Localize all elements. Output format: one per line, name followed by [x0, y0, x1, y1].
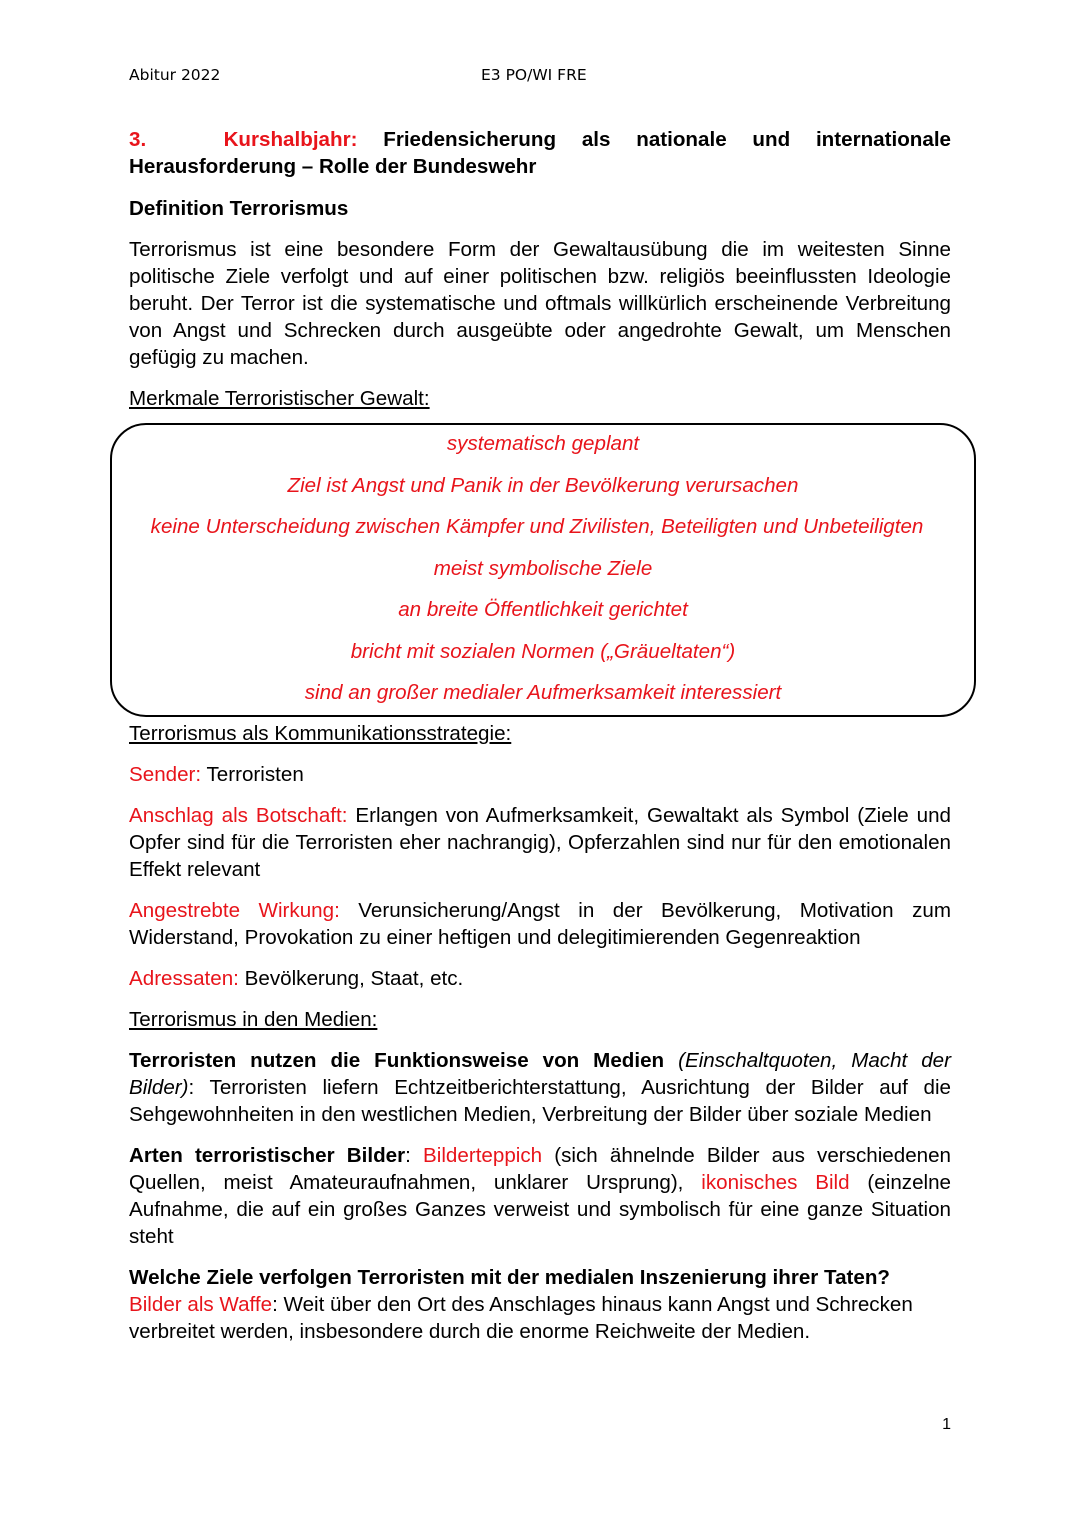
medien-paragraph-2 [129, 1142, 951, 1250]
anschlag-label: Anschlag als Botschaft: [129, 804, 348, 827]
definition-text: Terrorismus ist eine besondere Form der Gewaltausübung die im weitesten Sinne politische Ziele verfolgt und auf einer politischen bzw. religiös beeinflussten Ideologie beruht. Der Terror ist die systematische und oftmals willkürlich erscheinende Verbreitung von Angst und Schrecken durch ausgeübte oder angedrohte Gewalt, um Menschen gefügig zu machen. [129, 238, 951, 369]
anschlag-paragraph [129, 802, 951, 883]
adressaten-line [129, 965, 951, 992]
page-number: 1 [942, 1416, 951, 1433]
definition-heading: Definition Terrorismus [129, 197, 349, 220]
medien-p2-colon: : [405, 1144, 424, 1167]
sender-text: Terroristen [201, 763, 304, 786]
title-number: 3. [129, 128, 147, 151]
merkmale-box [110, 423, 976, 717]
medien-p1-text: : Terroristen liefern Echtzeitberichterstattung, Ausrichtung der Bilder auf die Sehgewohnheiten in den westlichen Medien, Verbreitung der Bilder über soziale Medien [129, 1076, 951, 1126]
merkmale-heading: Merkmale Terroristischer Gewalt: [129, 387, 430, 410]
merkmal-item: meist symbolische Ziele [433, 557, 653, 580]
content-bottom [129, 720, 951, 1359]
medien-heading: Terrorismus in den Medien: [129, 1008, 378, 1031]
section-title [129, 126, 951, 180]
header-left: Abitur 2022 [129, 66, 221, 84]
medien-p1-bold: Terroristen nutzen die Funktionsweise von Medien [129, 1049, 665, 1072]
adressaten-text: Bevölkerung, Staat, etc. [238, 967, 464, 990]
medien-p3-bold: Welche Ziele verfolgen Terroristen mit der medialen Inszenierung ihrer Taten? [129, 1266, 891, 1289]
merkmal-item: sind an großer medialer Aufmerksamkeit interessiert [304, 681, 782, 704]
sender-label: Sender: [129, 763, 202, 786]
medien-p3-red: Bilder als Waffe [129, 1293, 273, 1316]
medien-paragraph-1 [129, 1047, 951, 1128]
title-rest: Friedensicherung als nationale und internationale Herausforderung – Rolle der Bundeswehr [129, 128, 951, 178]
wirkung-label: Angestrebte Wirkung: [129, 899, 340, 922]
header-center: E3 PO/WI FRE [481, 66, 587, 84]
medien-p2-red1: Bilderteppich [423, 1144, 543, 1167]
page-header [129, 66, 951, 90]
wirkung-paragraph [129, 897, 951, 951]
merkmal-item: Ziel ist Angst und Panik in der Bevölkerung verursachen [287, 474, 799, 497]
medien-p3-text: : Weit über den Ort des Anschlages hinaus kann Angst und Schrecken verbreitet werden, insbesondere durch die enorme Reichweite der Medien. [129, 1293, 913, 1343]
medien-p1-italic: (Einschaltquoten, Macht der Bilder) [129, 1049, 951, 1099]
medien-p2-text2: (einzelne Aufnahme, die auf ein großes Ganzes verweist und symbolisch für eine ganze Situation steht [129, 1171, 952, 1248]
wirkung-text: Verunsicherung/Angst in der Bevölkerung, Motivation zum Widerstand, Provokation zu einer heftigen und delegitimierenden Gegenreaktion [129, 899, 951, 949]
merkmal-item: systematisch geplant [446, 432, 640, 455]
merkmal-item: keine Unterscheidung zwischen Kämpfer und Zivilisten, Beteiligten und Unbeteiligten [150, 515, 924, 538]
kommunikation-heading: Terrorismus als Kommunikationsstrategie: [129, 722, 512, 745]
medien-p2-red2: ikonisches Bild [701, 1171, 850, 1194]
sender-line [129, 761, 951, 788]
anschlag-text: Erlangen von Aufmerksamkeit, Gewaltakt als Symbol (Ziele und Opfer sind für die Terroristen eher nachrangig), Opferzahlen sind nur für den emotionalen Effekt relevant [129, 804, 952, 881]
medien-p2-bold: Arten terroristischer Bilder [129, 1144, 406, 1167]
merkmal-item: an breite Öffentlichkeit gerichtet [398, 598, 688, 621]
title-semester: Kurshalbjahr: [223, 128, 358, 151]
merkmal-item: bricht mit sozialen Normen („Gräueltaten“) [350, 640, 736, 663]
adressaten-label: Adressaten: [129, 967, 239, 990]
medien-paragraph-3 [129, 1264, 951, 1345]
content-top [129, 126, 951, 412]
medien-p2-text1: (sich ähnelnde Bilder aus verschiedenen Quellen, meist Amateuraufnahmen, unklarer Ursprung), [129, 1144, 952, 1194]
